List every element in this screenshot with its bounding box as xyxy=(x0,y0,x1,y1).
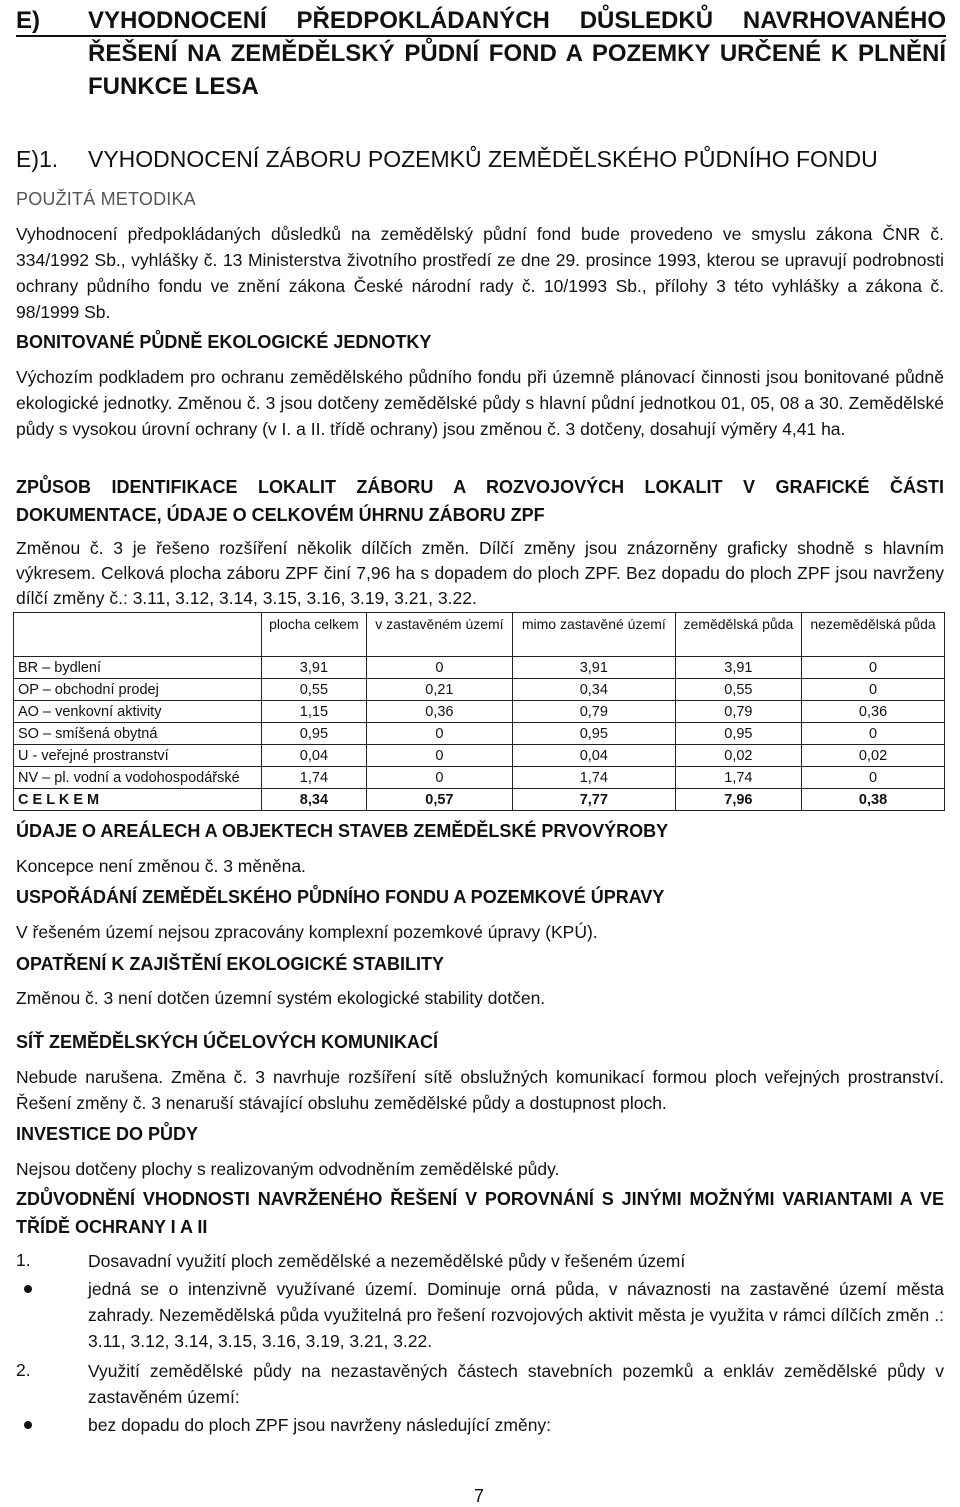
table-cell: 0,02 xyxy=(675,745,801,767)
table-row xyxy=(14,723,945,745)
heading-underline xyxy=(16,35,946,37)
areals-heading: ÚDAJE O AREÁLECH A OBJEKTECH STAVEB ZEMĚDĚLSKÉ PRVOVÝROBY xyxy=(16,821,669,841)
row-label: OP – obchodní prodej xyxy=(14,679,262,701)
areals-paragraph: Koncepce není změnou č. 3 měněna. xyxy=(16,856,306,876)
table-cell: 0 xyxy=(366,723,512,745)
investment-heading: INVESTICE DO PŮDY xyxy=(16,1124,199,1144)
row-label: SO – smíšená obytná xyxy=(14,723,262,745)
identification-heading: ZPŮSOB IDENTIFIKACE LOKALIT ZÁBORU A ROZVOJOVÝCH LOKALIT V GRAFICKÉ ČÁSTI DOKUMENTACE, ÚDAJE O CELKOVÉM ÚHRNU ZÁBORU ZPF xyxy=(16,477,944,525)
table-cell: 0,57 xyxy=(366,789,512,811)
table-row xyxy=(14,745,945,767)
stability-heading: OPATŘENÍ K ZAJIŠTĚNÍ EKOLOGICKÉ STABILITY xyxy=(16,954,445,974)
section-title: VYHODNOCENÍ PŘEDPOKLÁDANÝCH DŮSLEDKŮ NAVRHOVANÉHO ŘEŠENÍ NA ZEMĚDĚLSKÝ PŮDNÍ FOND A POZEMKY URČENÉ K PLNĚNÍ FUNKCE LESA xyxy=(88,7,946,100)
table-cell: 7,96 xyxy=(675,789,801,811)
table-cell: 1,74 xyxy=(512,767,675,789)
table-cell: 0,55 xyxy=(262,679,367,701)
table-cell: 0 xyxy=(802,679,945,701)
table-cell: 1,15 xyxy=(262,701,367,723)
table-cell: 0 xyxy=(366,767,512,789)
table-header-cell: plocha celkem xyxy=(262,613,367,657)
justification-heading: ZDŮVODNĚNÍ VHODNOSTI NAVRŽENÉHO ŘEŠENÍ V POROVNÁNÍ S JINÝMI MOŽNÝMI VARIANTAMI A VE TŘÍDĚ OCHRANY I A II xyxy=(16,1189,944,1237)
table-cell: 3,91 xyxy=(675,657,801,679)
method-heading: POUŽITÁ METODIKA xyxy=(16,189,196,209)
table-row xyxy=(14,679,945,701)
subsection-label: E)1. xyxy=(16,146,59,172)
table-cell: 0,79 xyxy=(512,701,675,723)
total-label: C E L K E M xyxy=(14,789,262,811)
table-cell: 0,04 xyxy=(262,745,367,767)
page-number: 7 xyxy=(474,1486,485,1506)
table-cell: 0 xyxy=(366,657,512,679)
list-bullet-text: bez dopadu do ploch ZPF jsou navrženy následující změny: xyxy=(88,1415,552,1435)
row-label: U - veřejné prostranství xyxy=(14,745,262,767)
table-cell: 0,38 xyxy=(802,789,945,811)
table-cell: 0,79 xyxy=(675,701,801,723)
bullet-icon xyxy=(24,1285,32,1293)
table-total-row xyxy=(14,789,945,811)
table-cell: 0 xyxy=(802,723,945,745)
table-cell: 0,21 xyxy=(366,679,512,701)
section-label: E) xyxy=(16,7,40,34)
table-cell: 1,74 xyxy=(675,767,801,789)
bullet-icon xyxy=(24,1421,32,1429)
table-cell: 8,34 xyxy=(262,789,367,811)
row-label: NV – pl. vodní a vodohospodářské xyxy=(14,767,262,789)
table-cell: 0,04 xyxy=(512,745,675,767)
table-cell: 0,34 xyxy=(512,679,675,701)
table-row xyxy=(14,657,945,679)
list-item-text: Využití zemědělské půdy na nezastavěných částech stavebních pozemků a enkláv zemědělské půdy v zastavěném území: xyxy=(88,1361,944,1407)
zpf-occupation-table xyxy=(13,612,945,811)
arrangement-paragraph: V řešeném území nejsou zpracovány komplexní pozemkové úpravy (KPÚ). xyxy=(16,922,598,942)
table-header-row xyxy=(14,613,945,657)
table-header-cell: v zastavěném území xyxy=(366,613,512,657)
row-label: AO – venkovní aktivity xyxy=(14,701,262,723)
bpej-paragraph: Výchozím podkladem pro ochranu zemědělského půdního fondu při územně plánovací činnosti jsou bonitované půdně ekologické jednotky. Změnou č. 3 jsou dotčeny zemědělské půdy s hlavní půdní jednotkou 01, 05, 08 a 30. Zemědělské půdy s vysokou úrovní ochrany (v I. a II. třídě ochrany) jsou změnou č. 3 dotčeny, dosahují výměry 4,41 ha. xyxy=(16,367,944,439)
table-header-cell: zemědělská půda xyxy=(675,613,801,657)
table-row xyxy=(14,767,945,789)
method-paragraph: Vyhodnocení předpokládaných důsledků na zemědělský půdní fond bude provedeno ve smyslu zákona ČNR č. 334/1992 Sb., vyhlášky č. 13 Ministerstva životního prostředí ze dne 29. prosince 1993, kterou se upravují podrobnosti ochrany půdního fondu ve znění zákona České národní rady č. 10/1993 Sb., přílohy 3 této vyhlášky a zákona č. 98/1999 Sb. xyxy=(16,224,944,322)
table-header-cell: mimo zastavěné území xyxy=(512,613,675,657)
list-item-text: Dosavadní využití ploch zemědělské a nezemědělské půdy v řešeném území xyxy=(88,1251,686,1271)
subsection-title: VYHODNOCENÍ ZÁBORU POZEMKŮ ZEMĚDĚLSKÉHO PŮDNÍHO FONDU xyxy=(88,146,878,172)
table-row xyxy=(14,701,945,723)
identification-paragraph: Změnou č. 3 je řešeno rozšíření několik dílčích změn. Dílčí změny jsou znázorněny graficky shodně s hlavním výkresem. Celková plocha záboru ZPF činí 7,96 ha s dopadem do ploch ZPF. Bez dopadu do ploch ZPF jsou navrženy dílčí změny č.: 3.11, 3.12, 3.14, 3.15, 3.16, 3.19, 3.21, 3.22. xyxy=(16,538,944,608)
list-number: 2. xyxy=(16,1360,31,1380)
stability-paragraph: Změnou č. 3 není dotčen územní systém ekologické stability dotčen. xyxy=(16,988,546,1008)
table-cell: 0,55 xyxy=(675,679,801,701)
network-paragraph: Nebude narušena. Změna č. 3 navrhuje rozšíření sítě obslužných komunikací formou ploch veřejných prostranství. Řešení změny č. 3 nenaruší stávající obsluhu zemědělské půdy a dostupnost ploch. xyxy=(16,1067,944,1113)
table-cell: 3,91 xyxy=(512,657,675,679)
table-header-cell xyxy=(14,613,262,657)
table-cell: 0 xyxy=(802,657,945,679)
list-bullet-text: jedná se o intenzivně využívané území. Dominuje orná půda, v návaznosti na zastavěné území města zahrady. Nezemědělská půda využitelná pro řešení rozvojových aktivit města je využita v rámci dílčích změn .: 3.11, 3.12, 3.14, 3.15, 3.16, 3.19, 3.21, 3.22. xyxy=(88,1279,944,1351)
table-cell: 0,36 xyxy=(366,701,512,723)
table-cell: 0,02 xyxy=(802,745,945,767)
table-header-cell: nezemědělská půda xyxy=(802,613,945,657)
table-cell: 0,95 xyxy=(675,723,801,745)
table-cell: 1,74 xyxy=(262,767,367,789)
network-heading: SÍŤ ZEMĚDĚLSKÝCH ÚČELOVÝCH KOMUNIKACÍ xyxy=(16,1032,439,1052)
row-label: BR – bydlení xyxy=(14,657,262,679)
bpej-heading: BONITOVANÉ PŮDNĚ EKOLOGICKÉ JEDNOTKY xyxy=(16,332,432,352)
table-cell: 0,95 xyxy=(512,723,675,745)
investment-paragraph: Nejsou dotčeny plochy s realizovaným odvodněním zemědělské půdy. xyxy=(16,1159,560,1179)
table-cell: 0,95 xyxy=(262,723,367,745)
arrangement-heading: USPOŘÁDÁNÍ ZEMĚDĚLSKÉHO PŮDNÍHO FONDU A POZEMKOVÉ ÚPRAVY xyxy=(16,887,665,907)
table-cell: 0 xyxy=(366,745,512,767)
list-number: 1. xyxy=(16,1250,31,1270)
table-cell: 0,36 xyxy=(802,701,945,723)
table-cell: 3,91 xyxy=(262,657,367,679)
table-cell: 0 xyxy=(802,767,945,789)
table-cell: 7,77 xyxy=(512,789,675,811)
